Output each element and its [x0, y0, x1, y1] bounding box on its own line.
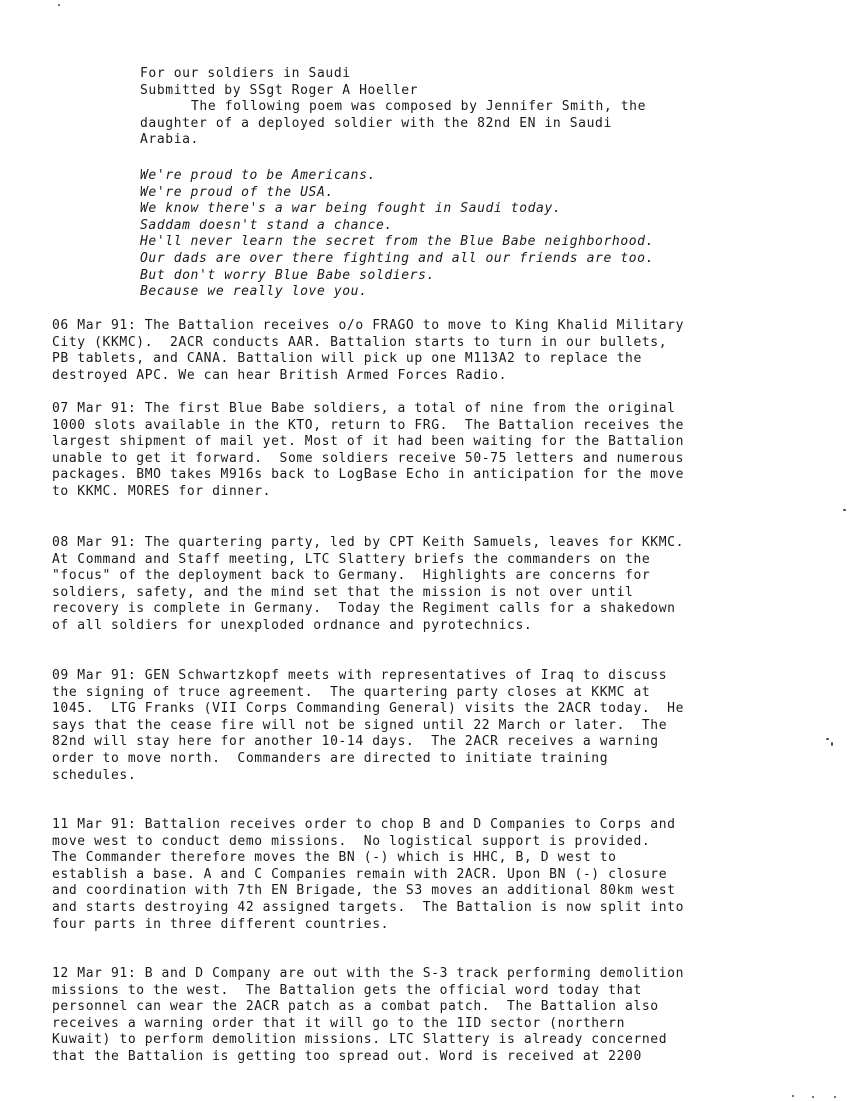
header-intro-line: Arabia.	[140, 132, 199, 148]
entry-line: receives a warning order that it will go to the 1ID sector (northern	[52, 1015, 626, 1031]
entry-line: the signing of truce agreement. The quartering party closes at KKMC at	[52, 684, 651, 700]
entry-line: four parts in three different countries.	[52, 916, 390, 932]
entry-line: 06 Mar 91: The Battalion receives o/o FRAGO to move to King Khalid Military	[52, 318, 684, 333]
entry-line: move west to conduct demo missions. No logistical support is provided.	[52, 833, 651, 849]
poem-line: We're proud to be Americans.	[140, 168, 376, 183]
log-entry-11-mar	[52, 817, 684, 933]
entry-line: 08 Mar 91: The quartering party, led by CPT Keith Samuels, leaves for KKMC.	[52, 535, 684, 550]
entry-line: PB tablets, and CANA. Battalion will pick up one M113A2 to replace the	[52, 351, 642, 367]
entry-line: Kuwait) to perform demolition missions. LTC Slattery is already concerned	[52, 1032, 668, 1048]
header-intro-line: The following poem was composed by Jennifer Smith, the	[191, 99, 647, 115]
entry-line: and starts destroying 42 assigned targets. The Battalion is now split into	[52, 899, 684, 915]
entry-line: and coordination with 7th EN Brigade, the S3 moves an additional 80km west	[52, 883, 676, 899]
entry-line: destroyed APC. We can hear British Armed Forces Radio.	[52, 367, 508, 383]
entry-line: largest shipment of mail yet. Most of it had been waiting for the Battalion	[52, 434, 684, 450]
scan-speck	[826, 738, 829, 740]
scan-speck	[58, 4, 60, 6]
poem-line: We know there's a war being fought in Saudi today.	[140, 201, 562, 217]
header-title: For our soldiers in Saudi	[140, 66, 351, 81]
entry-line: that the Battalion is getting too spread out. Word is received at 2200	[52, 1048, 642, 1064]
entry-line: order to move north. Commanders are directed to initiate training	[52, 750, 609, 766]
entry-line: says that the cease fire will not be signed until 22 March or later. The	[52, 717, 668, 733]
poem-line: Because we really love you.	[140, 284, 368, 300]
scan-speck	[812, 1096, 814, 1098]
entry-line: At Command and Staff meeting, LTC Slattery briefs the commanders on the	[52, 551, 651, 567]
log-entry-12-mar	[52, 966, 684, 1066]
poem-line: He'll never learn the secret from the Blue Babe neighborhood.	[140, 234, 655, 250]
poem-line: But don't worry Blue Babe soldiers.	[140, 267, 435, 283]
entry-line: personnel can wear the 2ACR patch as a combat patch. The Battalion also	[52, 999, 659, 1015]
entry-line: 11 Mar 91: Battalion receives order to chop B and D Companies to Corps and	[52, 817, 676, 832]
entry-line: soldiers, safety, and the mind set that the mission is not over until	[52, 584, 634, 600]
scan-speck	[834, 1096, 836, 1098]
entry-line: 07 Mar 91: The first Blue Babe soldiers, a total of nine from the original	[52, 401, 676, 416]
log-entry-06-mar	[52, 318, 684, 384]
log-entry-08-mar	[52, 535, 684, 635]
header-intro-line: daughter of a deployed soldier with the 82nd EN in Saudi	[140, 115, 612, 131]
poem-line: Saddam doesn't stand a chance.	[140, 217, 393, 233]
scan-speck	[831, 742, 833, 746]
scan-speck	[843, 509, 846, 511]
entry-line: 12 Mar 91: B and D Company are out with the S-3 track performing demolition	[52, 966, 684, 981]
entry-line: 09 Mar 91: GEN Schwartzkopf meets with representatives of Iraq to discuss	[52, 668, 668, 683]
submission-header	[140, 66, 646, 149]
entry-line: City (KKMC). 2ACR conducts AAR. Battalion starts to turn in our bullets,	[52, 334, 668, 350]
entry-line: schedules.	[52, 767, 137, 783]
entry-line: establish a base. A and C Companies remain with 2ACR. Upon BN (-) closure	[52, 866, 668, 882]
poem	[140, 168, 654, 301]
entry-line: unable to get it forward. Some soldiers receive 50-75 letters and numerous	[52, 450, 684, 466]
entry-line: 1000 slots available in the KTO, return to FRG. The Battalion receives the	[52, 417, 684, 433]
entry-line: The Commander therefore moves the BN (-) which is HHC, B, D west to	[52, 850, 617, 866]
entry-line: to KKMC. MORES for dinner.	[52, 483, 272, 499]
entry-line: recovery is complete in Germany. Today the Regiment calls for a shakedown	[52, 601, 676, 617]
entry-line: of all soldiers for unexploded ordnance and pyrotechnics.	[52, 617, 533, 633]
poem-line: Our dads are over there fighting and all our friends are too.	[140, 250, 655, 266]
log-entry-09-mar	[52, 668, 684, 784]
entry-line: 82nd will stay here for another 10-14 days. The 2ACR receives a warning	[52, 734, 659, 750]
entry-line: 1045. LTG Franks (VII Corps Commanding General) visits the 2ACR today. He	[52, 701, 684, 717]
poem-line: We're proud of the USA.	[140, 184, 334, 200]
header-submitter: Submitted by SSgt Roger A Hoeller	[140, 82, 419, 98]
log-entry-07-mar	[52, 401, 684, 501]
entry-line: packages. BMO takes M916s back to LogBase Echo in anticipation for the move	[52, 467, 684, 483]
entry-line: "focus" of the deployment back to Germany. Highlights are concerns for	[52, 568, 651, 584]
entry-line: missions to the west. The Battalion gets the official word today that	[52, 982, 642, 998]
scan-speck	[792, 1095, 794, 1097]
